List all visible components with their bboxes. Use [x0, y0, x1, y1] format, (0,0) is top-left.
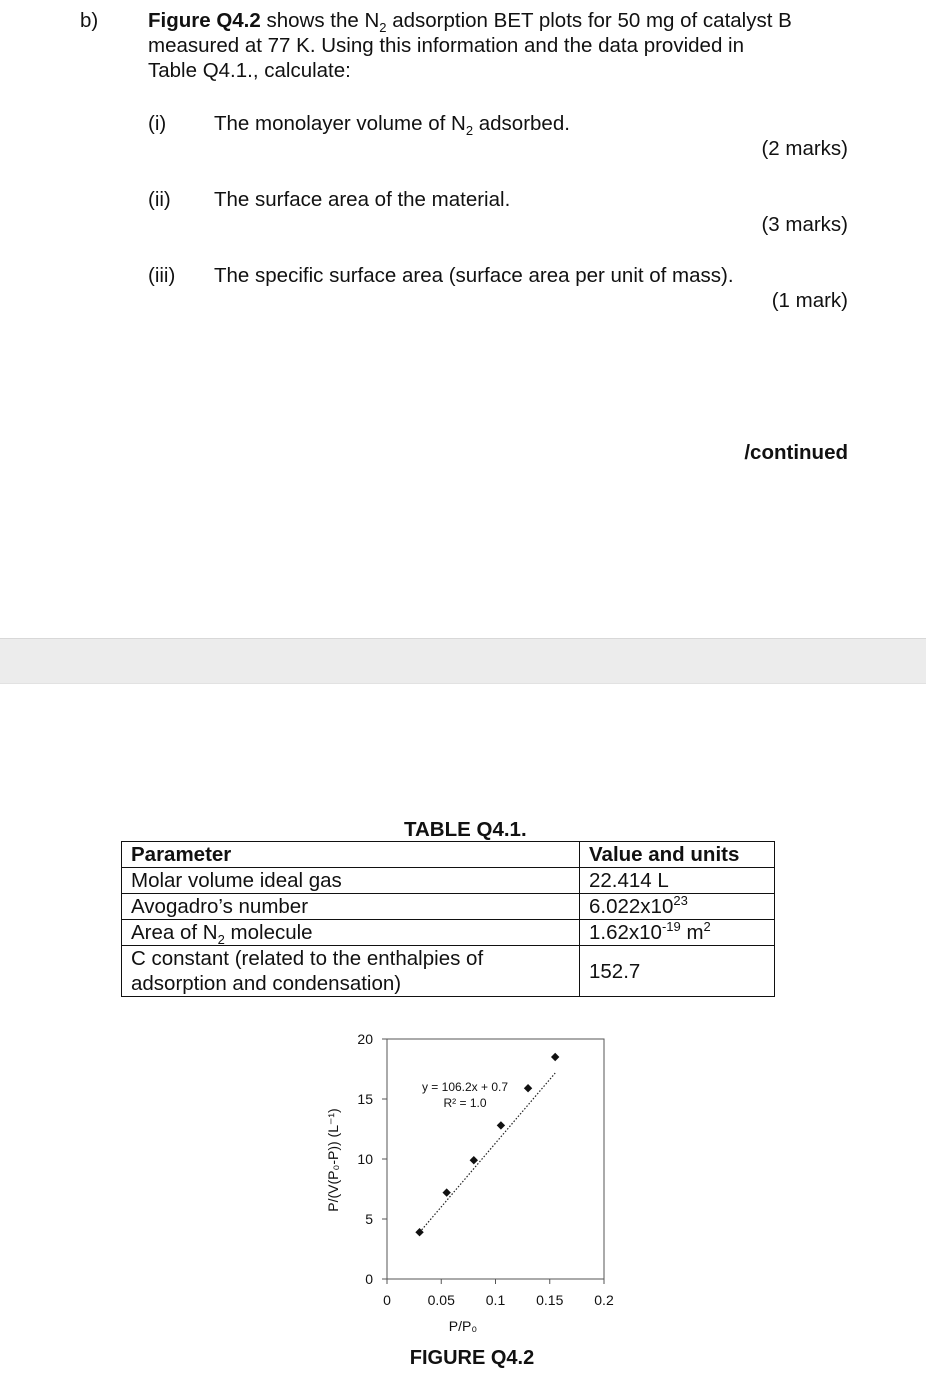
- param-line: adsorption and condensation): [131, 972, 402, 995]
- intro-text: adsorption BET plots for 50 mg of catalyst B: [386, 9, 792, 32]
- header-value: Value and units: [580, 842, 775, 868]
- y-tick-label: 10: [357, 1151, 373, 1167]
- item-marks: (2 marks): [761, 137, 848, 160]
- equation-label: y = 106.2x + 0.7: [421, 1080, 509, 1094]
- subscript: 2: [217, 932, 225, 948]
- item-number: (iii): [148, 264, 176, 287]
- param-text: Area of N: [131, 921, 218, 944]
- row-value: 22.414 L: [580, 868, 775, 894]
- figure-title: FIGURE Q4.2: [409, 1347, 535, 1369]
- item-text-part: The monolayer volume of N: [214, 112, 466, 135]
- intro-line-2: measured at 77 K. Using this information and the data provided in: [148, 34, 744, 57]
- row-value: 152.7: [580, 946, 775, 997]
- x-axis-label: P/P₀: [448, 1318, 478, 1334]
- r2-label: R² = 1.0: [443, 1096, 487, 1110]
- data-point: [497, 1121, 505, 1129]
- subscript: 2: [379, 20, 387, 36]
- row-parameter: Avogadro’s number: [122, 894, 580, 920]
- item-marks: (3 marks): [761, 213, 848, 236]
- value-base: 6.022x10: [589, 895, 674, 918]
- x-tick-label: 0.15: [536, 1292, 564, 1308]
- y-tick-label: 20: [357, 1031, 373, 1047]
- subscript: 2: [465, 123, 474, 139]
- y-tick-label: 15: [357, 1091, 373, 1107]
- continued-note: /continued: [744, 441, 848, 464]
- y-axis-label: P/(V(P₀-P)) (L⁻¹): [325, 1108, 341, 1212]
- data-point: [442, 1188, 450, 1196]
- data-point: [524, 1084, 532, 1092]
- figure-reference: Figure Q4.2: [148, 9, 261, 32]
- item-text-part: adsorbed.: [473, 112, 570, 135]
- y-tick-label: 0: [365, 1271, 373, 1287]
- header-parameter: Parameter: [122, 842, 580, 868]
- value-exponent: 23: [673, 893, 688, 909]
- item-number: (ii): [148, 188, 171, 211]
- value-exponent: -19: [661, 919, 681, 935]
- x-tick-label: 0: [383, 1292, 391, 1308]
- value-unit: m: [680, 921, 704, 944]
- plot-frame: [387, 1039, 604, 1279]
- chart-layer: [357, 1031, 614, 1308]
- param-line: C constant (related to the enthalpies of: [131, 947, 484, 970]
- trendline: [420, 1073, 556, 1232]
- item-text: The specific surface area (surface area per unit of mass).: [214, 264, 734, 287]
- item-number: (i): [148, 112, 167, 135]
- item-text: The surface area of the material.: [214, 188, 511, 211]
- row-parameter: Molar volume ideal gas: [122, 868, 580, 894]
- table-title: TABLE Q4.1.: [404, 818, 527, 841]
- item-marks: (1 mark): [771, 289, 848, 312]
- data-point: [470, 1156, 478, 1164]
- param-text: molecule: [224, 921, 313, 944]
- x-tick-label: 0.1: [485, 1292, 506, 1308]
- intro-text: shows the N: [260, 9, 380, 32]
- value-base: 1.62x10: [589, 921, 662, 944]
- x-tick-label: 0.05: [427, 1292, 455, 1308]
- unit-exponent: 2: [703, 919, 711, 935]
- part-label: b): [80, 9, 99, 32]
- y-tick-label: 5: [365, 1211, 373, 1227]
- data-point: [551, 1053, 559, 1061]
- x-tick-label: 0.2: [594, 1292, 614, 1308]
- intro-line-3: Table Q4.1., calculate:: [148, 59, 351, 82]
